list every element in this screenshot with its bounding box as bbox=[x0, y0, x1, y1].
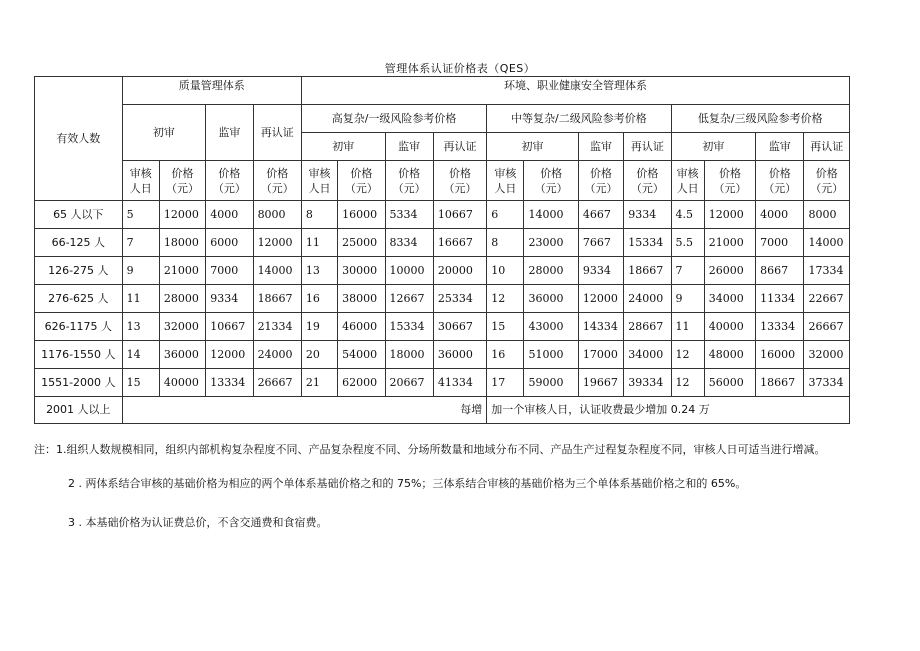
row-cell: 40000 bbox=[159, 369, 205, 397]
row-cell: 14000 bbox=[804, 229, 850, 257]
row-cell: 10667 bbox=[433, 201, 486, 229]
row-cell: 9334 bbox=[578, 257, 623, 285]
row-cell: 26000 bbox=[704, 257, 755, 285]
row-cell: 5 bbox=[122, 201, 159, 229]
row-cell: 11 bbox=[301, 229, 337, 257]
table-row bbox=[35, 257, 850, 285]
high-initial: 初审 bbox=[301, 133, 385, 161]
mid-audit-days: 审核人日 bbox=[487, 161, 524, 201]
row-cell: 23000 bbox=[524, 229, 578, 257]
row-cell: 18667 bbox=[756, 369, 804, 397]
table-row bbox=[35, 313, 850, 341]
row-cell: 7000 bbox=[756, 229, 804, 257]
header-high: 高复杂/一级风险参考价格 bbox=[301, 105, 486, 133]
row-cell: 22667 bbox=[804, 285, 850, 313]
row-cell: 20 bbox=[301, 341, 337, 369]
qms-initial: 初审 bbox=[122, 105, 206, 161]
last-row-prefix: 每增 bbox=[122, 397, 487, 424]
row-cell: 17 bbox=[487, 369, 524, 397]
high-surveil: 监审 bbox=[385, 133, 433, 161]
row-cell: 36000 bbox=[433, 341, 486, 369]
row-cell: 15 bbox=[122, 369, 159, 397]
row-cell: 4000 bbox=[206, 201, 253, 229]
low-recert: 再认证 bbox=[804, 133, 850, 161]
high-recert: 再认证 bbox=[433, 133, 486, 161]
page-title: 管理体系认证价格表（QES） bbox=[384, 62, 536, 75]
row-cell: 54000 bbox=[338, 341, 385, 369]
row-cell: 32000 bbox=[804, 341, 850, 369]
row-cell: 39334 bbox=[624, 369, 671, 397]
row-cell: 21 bbox=[301, 369, 337, 397]
row-cell: 32000 bbox=[159, 313, 205, 341]
row-cell: 12 bbox=[671, 341, 704, 369]
low-audit-days: 审核人日 bbox=[671, 161, 704, 201]
row-cell: 18667 bbox=[624, 257, 671, 285]
row-cell: 28000 bbox=[159, 285, 205, 313]
row-cell: 8667 bbox=[756, 257, 804, 285]
row-label: 66-125 人 bbox=[35, 229, 123, 257]
row-cell: 56000 bbox=[704, 369, 755, 397]
row-cell: 17334 bbox=[804, 257, 850, 285]
row-cell: 7 bbox=[671, 257, 704, 285]
row-cell: 51000 bbox=[524, 341, 578, 369]
mid-surveil: 监审 bbox=[578, 133, 623, 161]
table-row bbox=[35, 369, 850, 397]
row-cell: 26667 bbox=[253, 369, 301, 397]
row-cell: 12000 bbox=[578, 285, 623, 313]
row-cell: 8 bbox=[301, 201, 337, 229]
row-cell: 11 bbox=[671, 313, 704, 341]
row-cell: 16000 bbox=[756, 341, 804, 369]
row-cell: 5.5 bbox=[671, 229, 704, 257]
mid-initial-price: 价格（元） bbox=[524, 161, 578, 201]
row-cell: 9 bbox=[671, 285, 704, 313]
row-cell: 37334 bbox=[804, 369, 850, 397]
row-cell: 14 bbox=[122, 341, 159, 369]
row-cell: 30000 bbox=[338, 257, 385, 285]
row-label: 1176-1550 人 bbox=[35, 341, 123, 369]
table-row bbox=[35, 201, 850, 229]
row-cell: 16 bbox=[301, 285, 337, 313]
table-row bbox=[35, 285, 850, 313]
row-cell: 13334 bbox=[756, 313, 804, 341]
high-surveil-price: 价格（元） bbox=[385, 161, 433, 201]
row-cell: 6000 bbox=[206, 229, 253, 257]
row-cell: 20000 bbox=[433, 257, 486, 285]
row-cell: 9334 bbox=[206, 285, 253, 313]
row-cell: 62000 bbox=[338, 369, 385, 397]
row-cell: 15334 bbox=[624, 229, 671, 257]
row-cell: 12000 bbox=[253, 229, 301, 257]
row-cell: 13 bbox=[301, 257, 337, 285]
last-row-text: 加一个审核人日，认证收费最少增加 0.24 万 bbox=[487, 397, 850, 424]
row-cell: 36000 bbox=[159, 341, 205, 369]
qms-recert: 再认证 bbox=[253, 105, 301, 161]
row-cell: 59000 bbox=[524, 369, 578, 397]
row-cell: 8000 bbox=[253, 201, 301, 229]
last-row-label: 2001 人以上 bbox=[35, 397, 123, 424]
row-cell: 12000 bbox=[159, 201, 205, 229]
row-cell: 18000 bbox=[385, 341, 433, 369]
row-cell: 34000 bbox=[704, 285, 755, 313]
row-cell: 28667 bbox=[624, 313, 671, 341]
row-cell: 18667 bbox=[253, 285, 301, 313]
row-cell: 11334 bbox=[756, 285, 804, 313]
row-cell: 12000 bbox=[704, 201, 755, 229]
row-cell: 26667 bbox=[804, 313, 850, 341]
row-cell: 11 bbox=[122, 285, 159, 313]
row-cell: 4000 bbox=[756, 201, 804, 229]
row-label: 276-625 人 bbox=[35, 285, 123, 313]
qms-recert-price: 价格（元） bbox=[253, 161, 301, 201]
row-cell: 16667 bbox=[433, 229, 486, 257]
row-cell: 7667 bbox=[578, 229, 623, 257]
row-cell: 14334 bbox=[578, 313, 623, 341]
row-cell: 48000 bbox=[704, 341, 755, 369]
row-cell: 24000 bbox=[253, 341, 301, 369]
row-cell: 16000 bbox=[338, 201, 385, 229]
mid-recert: 再认证 bbox=[624, 133, 671, 161]
row-cell: 30667 bbox=[433, 313, 486, 341]
table-row bbox=[35, 229, 850, 257]
row-cell: 28000 bbox=[524, 257, 578, 285]
row-cell: 16 bbox=[487, 341, 524, 369]
row-cell: 12667 bbox=[385, 285, 433, 313]
note-3: 3 . 本基础价格为认证费总价，不含交通费和食宿费。 bbox=[68, 516, 328, 529]
high-initial-price: 价格（元） bbox=[338, 161, 385, 201]
row-cell: 9 bbox=[122, 257, 159, 285]
header-people: 有效人数 bbox=[35, 77, 123, 201]
row-cell: 10 bbox=[487, 257, 524, 285]
row-cell: 15334 bbox=[385, 313, 433, 341]
row-cell: 4667 bbox=[578, 201, 623, 229]
row-cell: 36000 bbox=[524, 285, 578, 313]
header-ehs: 环境、职业健康安全管理体系 bbox=[301, 77, 849, 105]
mid-initial: 初审 bbox=[487, 133, 579, 161]
row-cell: 10667 bbox=[206, 313, 253, 341]
row-cell: 7 bbox=[122, 229, 159, 257]
row-cell: 14000 bbox=[524, 201, 578, 229]
note-2: 2 . 两体系结合审核的基础价格为相应的两个单体系基础价格之和的 75%；三体系结合审核的基础价格为三个单体系基础价格之和的 65%。 bbox=[68, 477, 747, 490]
header-mid: 中等复杂/二级风险参考价格 bbox=[487, 105, 671, 133]
row-cell: 25000 bbox=[338, 229, 385, 257]
low-recert-price: 价格（元） bbox=[804, 161, 850, 201]
low-initial: 初审 bbox=[671, 133, 756, 161]
row-cell: 19 bbox=[301, 313, 337, 341]
row-cell: 4.5 bbox=[671, 201, 704, 229]
row-cell: 6 bbox=[487, 201, 524, 229]
row-cell: 14000 bbox=[253, 257, 301, 285]
row-cell: 18000 bbox=[159, 229, 205, 257]
row-label: 126-275 人 bbox=[35, 257, 123, 285]
row-cell: 34000 bbox=[624, 341, 671, 369]
qms-surveil-price: 价格（元） bbox=[206, 161, 253, 201]
header-qms: 质量管理体系 bbox=[122, 77, 301, 105]
row-cell: 15 bbox=[487, 313, 524, 341]
row-cell: 7000 bbox=[206, 257, 253, 285]
row-cell: 24000 bbox=[624, 285, 671, 313]
low-surveil: 监审 bbox=[756, 133, 804, 161]
row-label: 65 人以下 bbox=[35, 201, 123, 229]
price-table bbox=[34, 76, 850, 424]
row-cell: 8000 bbox=[804, 201, 850, 229]
row-cell: 13 bbox=[122, 313, 159, 341]
row-cell: 21000 bbox=[159, 257, 205, 285]
row-cell: 38000 bbox=[338, 285, 385, 313]
row-cell: 10000 bbox=[385, 257, 433, 285]
table-row bbox=[35, 341, 850, 369]
mid-recert-price: 价格（元） bbox=[624, 161, 671, 201]
row-cell: 46000 bbox=[338, 313, 385, 341]
note-1: 注：1.组织人数规模相同，组织内部机构复杂程度不同、产品复杂程度不同、分场所数量和地域分布不同、产品生产过程复杂程度不同，审核人日可适当进行增减。 bbox=[34, 443, 826, 456]
row-label: 626-1175 人 bbox=[35, 313, 123, 341]
high-recert-price: 价格（元） bbox=[433, 161, 486, 201]
row-cell: 12000 bbox=[206, 341, 253, 369]
header-low: 低复杂/三级风险参考价格 bbox=[671, 105, 849, 133]
mid-surveil-price: 价格（元） bbox=[578, 161, 623, 201]
row-cell: 21000 bbox=[704, 229, 755, 257]
row-cell: 8 bbox=[487, 229, 524, 257]
row-cell: 17000 bbox=[578, 341, 623, 369]
row-cell: 8334 bbox=[385, 229, 433, 257]
row-cell: 20667 bbox=[385, 369, 433, 397]
high-audit-days: 审核人日 bbox=[301, 161, 337, 201]
row-cell: 40000 bbox=[704, 313, 755, 341]
low-surveil-price: 价格（元） bbox=[756, 161, 804, 201]
qms-initial-price: 价格（元） bbox=[159, 161, 205, 201]
row-cell: 12 bbox=[671, 369, 704, 397]
row-cell: 19667 bbox=[578, 369, 623, 397]
row-cell: 25334 bbox=[433, 285, 486, 313]
qms-surveil: 监审 bbox=[206, 105, 253, 161]
row-cell: 43000 bbox=[524, 313, 578, 341]
row-cell: 21334 bbox=[253, 313, 301, 341]
row-label: 1551-2000 人 bbox=[35, 369, 123, 397]
low-initial-price: 价格（元） bbox=[704, 161, 755, 201]
row-cell: 9334 bbox=[624, 201, 671, 229]
row-cell: 41334 bbox=[433, 369, 486, 397]
row-cell: 12 bbox=[487, 285, 524, 313]
row-cell: 5334 bbox=[385, 201, 433, 229]
row-cell: 13334 bbox=[206, 369, 253, 397]
qms-audit-days: 审核人日 bbox=[122, 161, 159, 201]
